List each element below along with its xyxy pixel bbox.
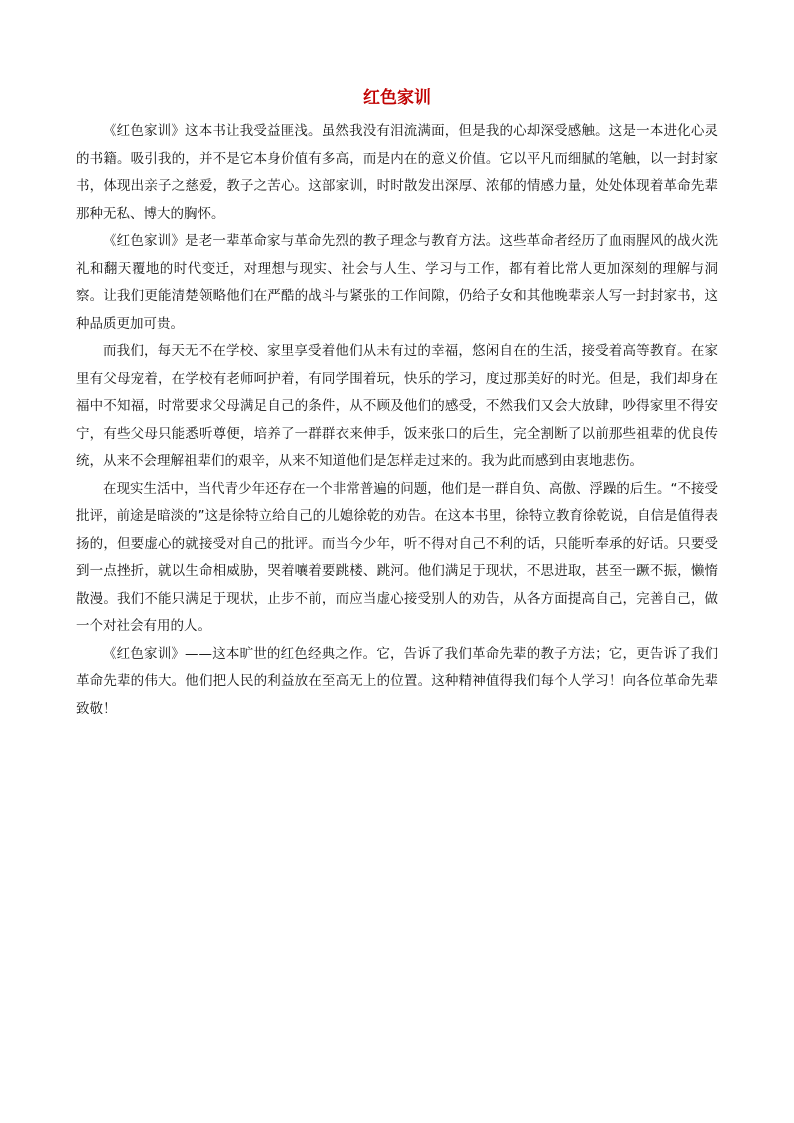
paragraph-4: 在现实生活中，当代青少年还存在一个非常普遍的问题，他们是一群自负、高傲、浮躁的后生。“不接受批评，前途是暗淡的”这是徐特立给自己的儿媳徐乾的劝告。在这本书里，徐特立教育徐乾说，自信是值得表扬的，但要虚心的就接受对自己的批评。而当今少年，听不得对自己不利的话，只能听奉承的好话。只要受到一点挫折，就以生命相威胁，哭着嚷着要跳楼、跳河。他们满足于现状，不思进取，甚至一蹶不振，懒惰散漫。我们不能只满足于现状，止步不前，而应当虚心接受别人的劝告，从各方面提高自己，完善自己，做一个对社会有用的人。 — [76, 480, 718, 634]
document-body — [76, 118, 718, 723]
paragraph-3: 而我们，每天无不在学校、家里享受着他们从未有过的幸福，悠闲自在的生活，接受着高等教育。在家里有父母宠着，在学校有老师呵护着，有同学围着玩，快乐的学习，度过那美好的时光。但是，我们却身在福中不知福，时常要求父母满足自己的条件，从不顾及他们的感受，不然我们又会大放肆，吵得家里不得安宁，有些父母只能悉听尊便，培养了一群群衣来伸手，饭来张口的后生，完全割断了以前那些祖辈的优良传统，从来不会理解祖辈们的艰辛，从来不知道他们是怎样走过来的。我为此而感到由衷地悲伤。 — [76, 343, 718, 469]
document-title: 红色家训 — [363, 88, 431, 108]
paragraph-2: 《红色家训》是老一辈革命家与革命先烈的教子理念与教育方法。这些革命者经历了血雨腥风的战火洗礼和翻天覆地的时代变迁，对理想与现实、社会与人生、学习与工作，都有着比常人更加深刻的理解与洞察。让我们更能清楚领略他们在严酷的战斗与紧张的工作间隙，仍给子女和其他晚辈亲人写一封封家书，这种品质更加可贵。 — [76, 233, 718, 332]
paragraph-5: 《红色家训》——这本旷世的红色经典之作。它，告诉了我们革命先辈的教子方法；它，更告诉了我们革命先辈的伟大。他们把人民的利益放在至高无上的位置。这种精神值得我们每个人学习！向各位革命先辈致敬！ — [76, 645, 718, 717]
paragraph-1: 《红色家训》这本书让我受益匪浅。虽然我没有泪流满面，但是我的心却深受感触。这是一本进化心灵的书籍。吸引我的，并不是它本身价值有多高，而是内在的意义价值。它以平凡而细腻的笔触，以一封封家书，体现出亲子之慈爱，教子之苦心。这部家训，时时散发出深厚、浓郁的情感力量，处处体现着革命先辈那种无私、博大的胸怀。 — [76, 123, 718, 222]
